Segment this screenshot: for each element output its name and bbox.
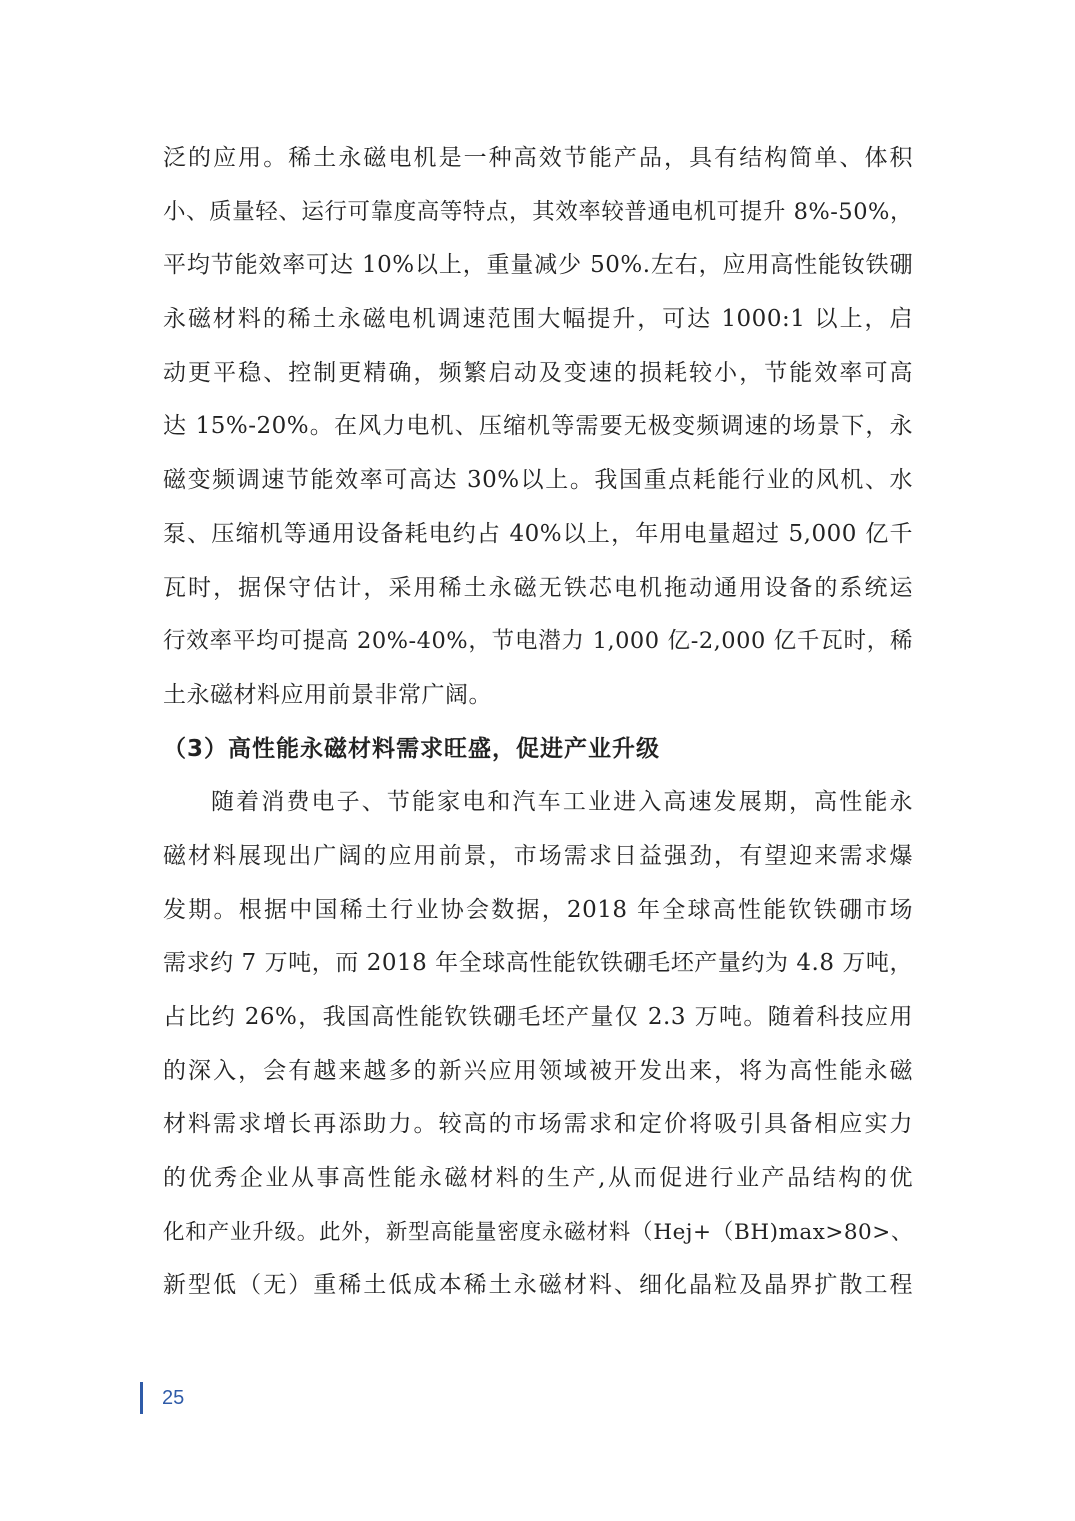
text-line: 随着消费电子、节能家电和汽车工业进入高速发展期，高性能永 — [211, 789, 913, 816]
section-heading: （3）高性能永磁材料需求旺盛，促进产业升级 — [163, 735, 661, 762]
text-line: 动更平稳、控制更精确，频繁启动及变速的损耗较小，节能效率可高 — [163, 359, 913, 386]
text-line: 的深入，会有越来越多的新兴应用领域被开发出来，将为高性能永磁 — [163, 1057, 913, 1084]
paragraph-high-performance-demand — [163, 776, 913, 1313]
text-line: 永磁材料的稀土永磁电机调速范围大幅提升，可达 1000:1 以上，启 — [163, 306, 913, 333]
text-line: 化和产业升级。此外，新型高能量密度永磁材料（Hej+（BH)max>80>、 — [163, 1219, 913, 1245]
page-number: 25 — [162, 1387, 185, 1409]
text-line: 土永磁材料应用前景非常广阔。 — [163, 681, 492, 708]
text-line: 泵、压缩机等通用设备耗电约占 40%以上，年用电量超过 5,000 亿千 — [163, 520, 913, 547]
text-line: 发期。根据中国稀土行业协会数据，2018 年全球高性能钦铁硼市场 — [163, 896, 913, 923]
text-line: 达 15%-20%。在风力电机、压缩机等需要无极变频调速的场景下，永 — [163, 413, 913, 440]
text-line: 新型低（无）重稀土低成本稀土永磁材料、细化晶粒及晶界扩散工程 — [163, 1272, 913, 1299]
text-line: 磁变频调速节能效率可高达 30%以上。我国重点耗能行业的风机、水 — [163, 467, 913, 494]
text-line: 需求约 7 万吨，而 2018 年全球高性能钦铁硼毛坯产量约为 4.8 万吨， — [163, 950, 913, 977]
text-line: 材料需求增长再添助力。较高的市场需求和定价将吸引具备相应实力 — [163, 1111, 913, 1138]
body-text — [163, 132, 913, 1313]
text-line: 的优秀企业从事高性能永磁材料的生产,从而促进行业产品结构的优 — [163, 1165, 913, 1192]
footer-accent-bar — [140, 1382, 143, 1414]
text-line: 占比约 26%，我国高性能钦铁硼毛坯产量仅 2.3 万吨。随着科技应用 — [163, 1004, 913, 1030]
text-line: 泛的应用。稀土永磁电机是一种高效节能产品，具有结构简单、体积 — [163, 145, 913, 171]
text-line: 瓦时，据保守估计，采用稀土永磁无铁芯电机拖动通用设备的系统运 — [163, 574, 913, 601]
text-line: 磁材料展现出广阔的应用前景，市场需求日益强劲，有望迎来需求爆 — [163, 842, 913, 869]
paragraph-rare-earth-motors — [163, 132, 913, 723]
text-line: 行效率平均可提高 20%-40%，节电潜力 1,000 亿-2,000 亿千瓦时，稀 — [163, 628, 913, 655]
text-line: 平均节能效率可达 10%以上，重量减少 50%.左右，应用高性能钕铁硼 — [163, 252, 913, 279]
text-line: 小、质量轻、运行可靠度高等特点，其效率较普通电机可提升 8%-50%， — [163, 198, 913, 225]
